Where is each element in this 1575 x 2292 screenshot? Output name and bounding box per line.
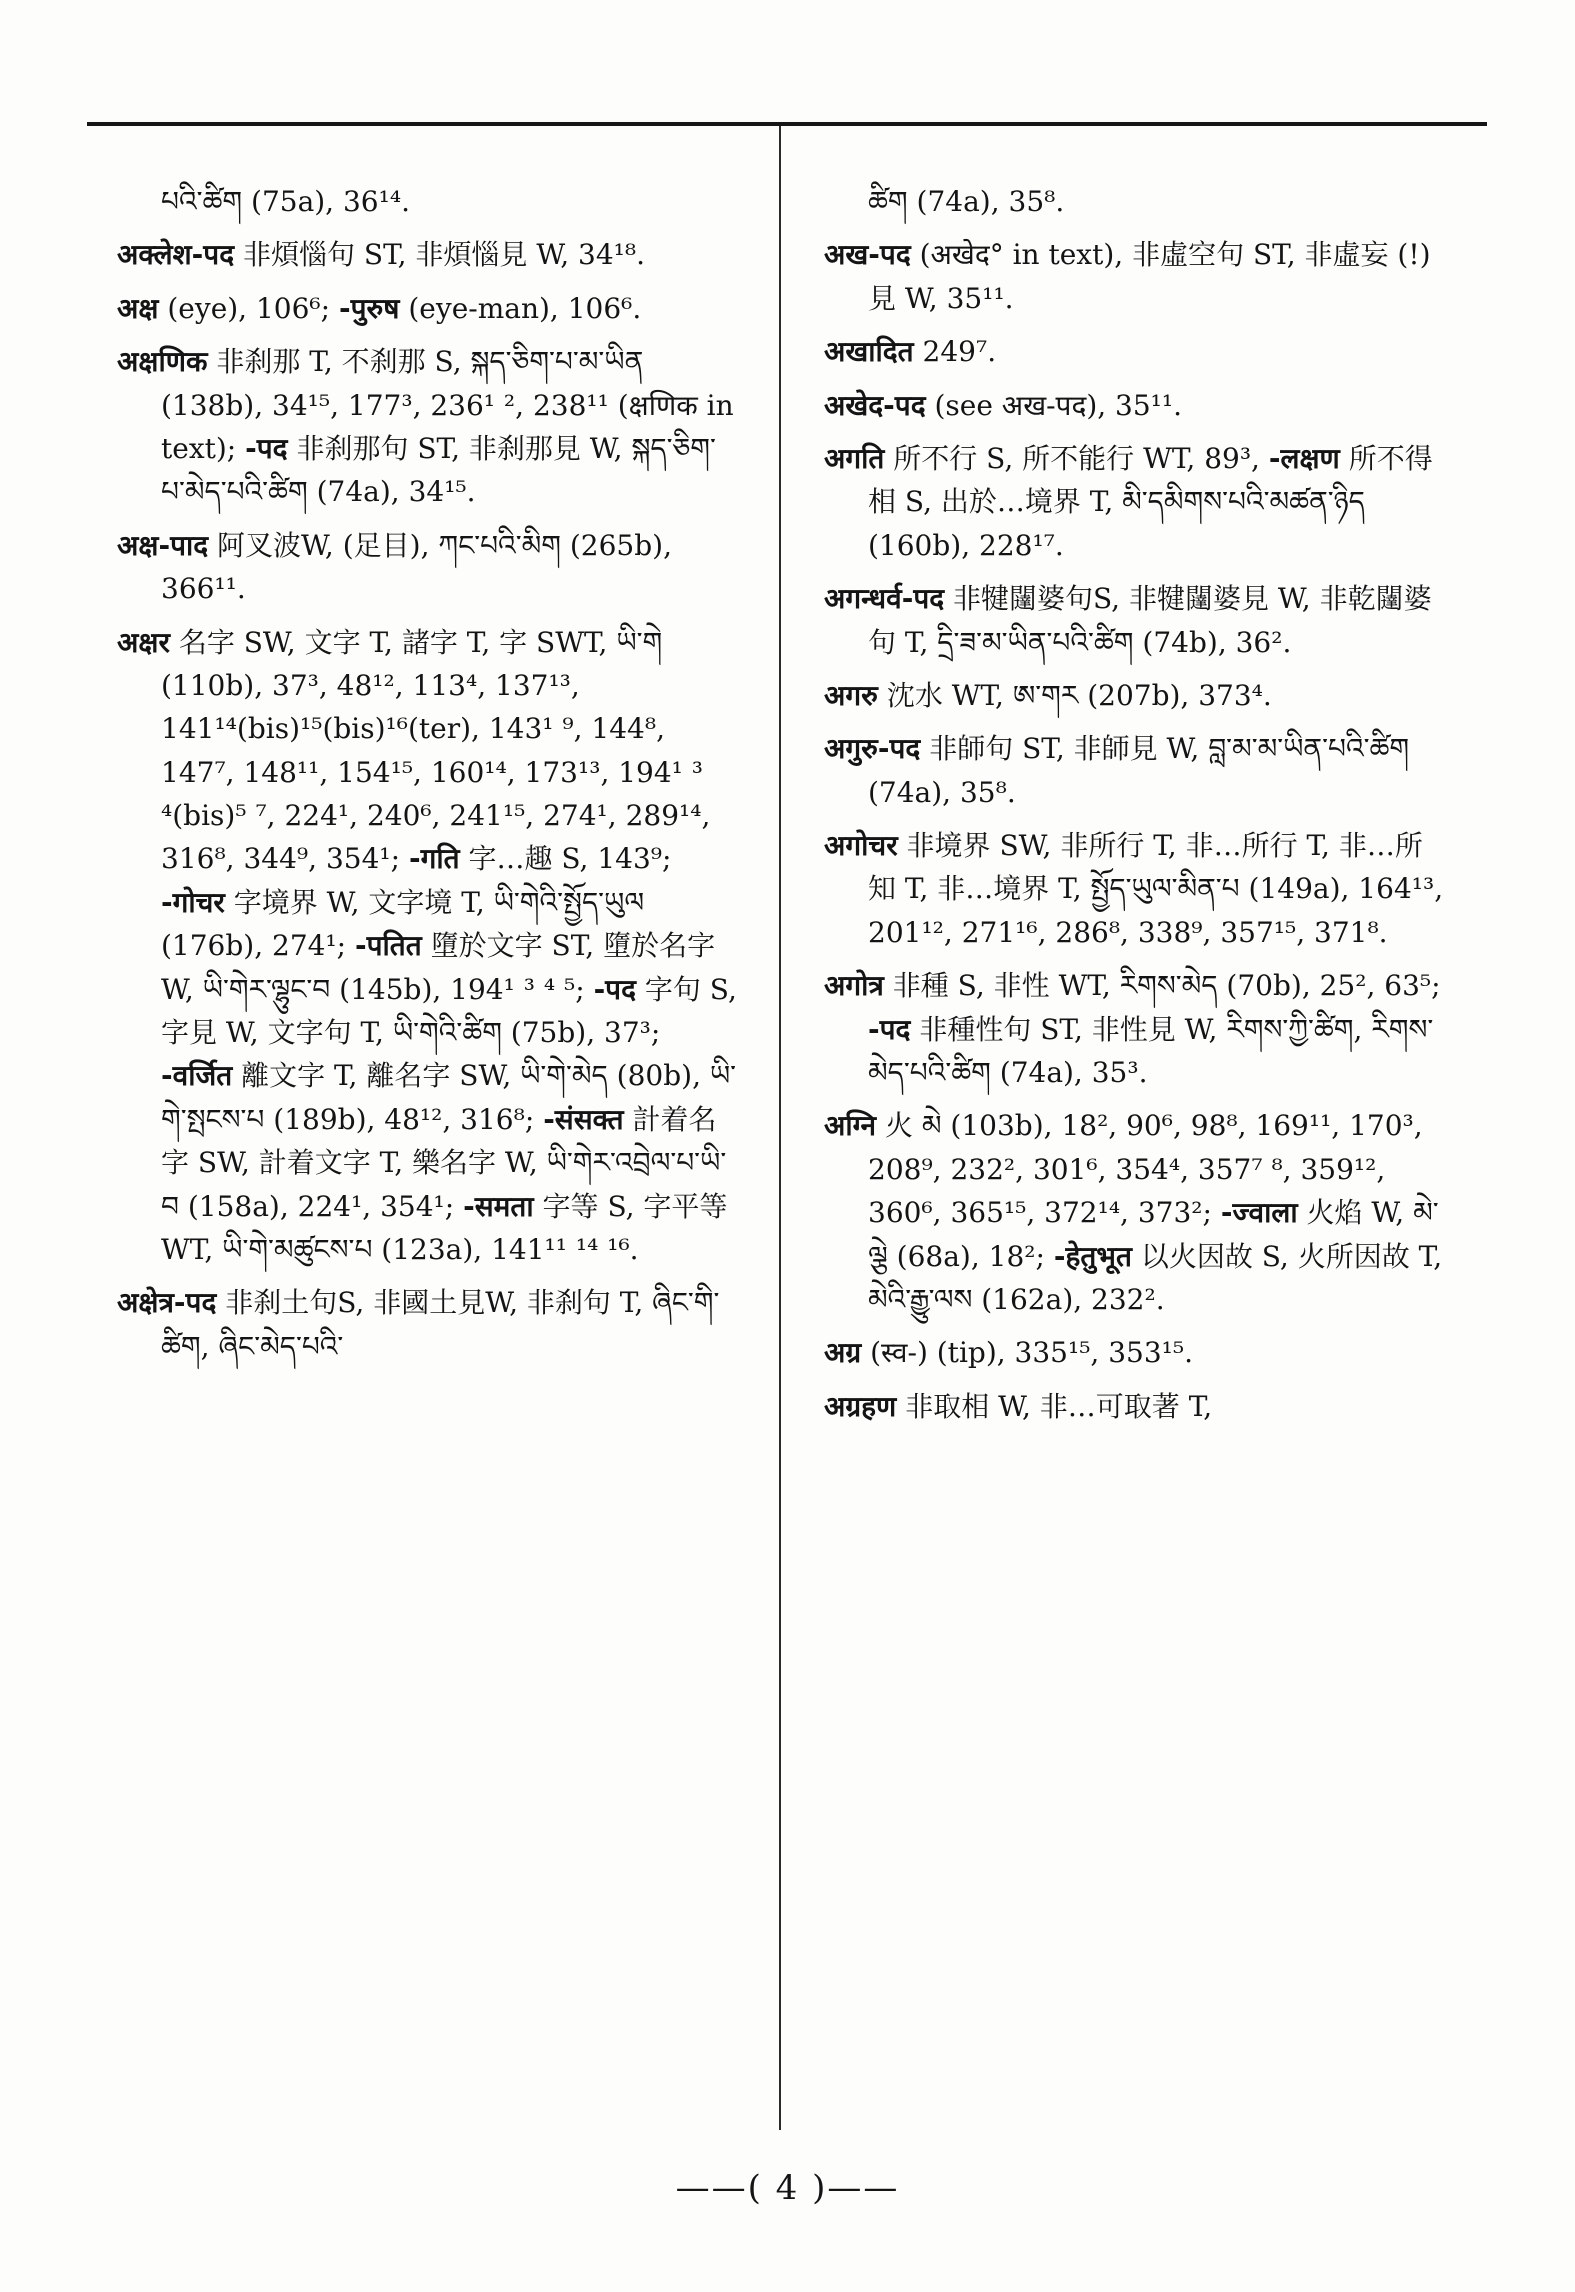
entry-text: 非取相 W, 非…可取著 T,	[905, 1389, 1213, 1423]
sub-entry-text: 字等 S, 字平等 WT, ཡི་གེ་མཚུངས་པ (123a), 141¹¹ ¹⁴ ¹⁶.	[161, 1189, 728, 1266]
sub-entry-text: 非刹那句 ST, 非刹那見 W, སྐད་ཅིག་པ་མེད་པའི་ཚིག (74a), 34¹⁵.	[161, 431, 716, 509]
dictionary-entry	[117, 233, 739, 276]
entry-text: 所不行 S, 所不能行 WT, 89³,	[893, 441, 1260, 475]
dictionary-entry	[824, 437, 1446, 567]
headword: अगति	[824, 441, 885, 475]
dictionary-entry	[117, 524, 739, 611]
dictionary-entry	[117, 621, 739, 1272]
dictionary-entry	[824, 577, 1446, 664]
entry-text: 非犍闥婆句S, 非犍闥婆見 W, 非乾闥婆句 T, དྲི་ཟ་མ་ཡིན་པའི་ཚིག (74b), 36².	[868, 582, 1432, 659]
sub-entry-text: 字…趣 S, 143⁹;	[468, 842, 672, 876]
sub-entry-text: 計着名字 SW, 計着文字 T, 樂名字 W, ཡི་གེར་འབྲེལ་པ་ཡི་བ (158a), 224¹, 354¹;	[161, 1102, 727, 1223]
sub-entry-text: 字句 S, 字見 W, 文字句 T, ཡི་གེའི་ཚིག (75b), 37³;	[161, 972, 737, 1050]
headword: अखादित	[824, 335, 914, 369]
headword: अखेद-पद	[824, 388, 926, 422]
page-number: ——( 4 )——	[675, 2168, 900, 2208]
headword: अक्ष	[117, 291, 159, 325]
sub-headword: -पद	[245, 431, 288, 465]
entry-text: 火 མེ (103b), 18², 90⁶, 98⁸, 169¹¹, 170³, 208⁹, 232², 301⁶, 354⁴, 357⁷ ⁸, 359¹², 360⁶, 365¹⁵, 372¹⁴, 373²;	[868, 1109, 1423, 1230]
headword: अग्रहण	[824, 1389, 897, 1423]
sub-headword: -पुरुष	[339, 291, 400, 325]
entry-text: 阿叉波W, (足目), ཀང་པའི་མིག (265b), 366¹¹.	[161, 528, 672, 606]
entry-text: 非境界 SW, 非所行 T, 非…所行 T, 非…所知 T, 非…境界 T, སྤྱོད་ཡུལ་མིན་པ (149a), 164¹³, 201¹², 271¹⁶, 286⁸, 338⁹, 357¹⁵, 371⁸.	[868, 829, 1444, 949]
sub-headword: -पतित	[355, 929, 422, 963]
headword: अगोत्र	[824, 969, 884, 1003]
left-column	[117, 180, 739, 2130]
entry-text: 非刹土句S, 非國土見W, 非刹句 T, ཞིང་གི་ཚིག, ཞིང་མེད་པའི་	[161, 1286, 720, 1363]
sub-entry-text: 火焰 W, མེ་ལྕེ (68a), 18²;	[868, 1196, 1439, 1273]
dictionary-entry	[117, 340, 739, 514]
entry-text: (see अख-पद), 35¹¹.	[934, 388, 1183, 422]
headword: अक्षणिक	[117, 345, 208, 379]
entry-text: 名字 SW, 文字 T, 諸字 T, 字 SWT, ཡི་གེ (110b), 37³, 48¹², 113⁴, 137¹³, 141¹⁴(bis)¹⁵(bis)¹⁶(ter), 143¹ ⁹, 144⁸, 147⁷, 148¹¹, 154¹⁵, 160¹⁴, 173¹³, 194¹ ³ ⁴(bis)⁵ ⁷, 224¹, 240⁶, 241¹⁵, 274¹, 289¹⁴, 316⁸, 344⁹, 354¹;	[161, 625, 711, 876]
sub-entry-text: 字境界 W, 文字境 T, ཡི་གེའི་སྤྱོད་ཡུལ (176b), 274¹;	[161, 885, 645, 963]
entry-text: 非煩惱句 ST, 非煩惱見 W, 34¹⁸.	[242, 238, 645, 272]
dictionary-entry	[824, 330, 1446, 373]
sub-headword: -पद	[593, 972, 636, 1006]
sub-headword: -समता	[463, 1189, 534, 1223]
entry-text: 非種 S, 非性 WT, རིགས་མེད (70b), 25², 63⁵;	[892, 969, 1441, 1003]
dictionary-entry	[824, 964, 1446, 1094]
headword: अगोचर	[824, 829, 898, 863]
headword: अक्षेत्र-पद	[117, 1286, 217, 1320]
sub-headword: -लक्षण	[1268, 441, 1340, 475]
sub-headword: -हेतुभूत	[1053, 1239, 1132, 1273]
headword: अगुरु-पद	[824, 732, 921, 766]
sub-entry-text: 所不得相 S, 出於…境界 T, མི་དམིགས་པའི་མཚན་ཉིད (160b), 228¹⁷.	[868, 441, 1433, 562]
sub-entry-text: 墮於文字 ST, 墮於名字 W, ཡི་གེར་ལྷུང་བ (145b), 194¹ ³ ⁴ ⁵;	[161, 929, 716, 1006]
dictionary-entry	[824, 384, 1446, 427]
entry-text: 非刹那 T, 不刹那 S, སྐད་ཅིག་པ་མ་ཡིན (138b), 34¹⁵, 177³, 236¹ ², 238¹¹ (क्षणिक in text);	[161, 345, 734, 465]
sub-headword: -संसक्त	[543, 1102, 624, 1136]
sub-headword: -वर्जित	[161, 1059, 233, 1093]
right-column	[824, 180, 1446, 2130]
sub-entry-text: 非種性句 ST, 非性見 W, རིགས་ཀྱི་ཚིག, རིགས་མེད་པའི་ཚིག (74a), 35³.	[868, 1012, 1434, 1090]
headword: अक्ष-पाद	[117, 528, 209, 562]
sub-headword: -पद	[868, 1012, 911, 1046]
sub-headword: -गति	[408, 842, 460, 876]
entry-text: 249⁷.	[922, 335, 997, 369]
headword: अगरु	[824, 678, 878, 712]
sub-entry-text: 離文字 T, 離名字 SW, ཡི་གེ་མེད (80b), ཡི་གེ་སྤངས་པ (189b), 48¹², 316⁸;	[161, 1059, 737, 1136]
entry-text: (स्व-) (tip), 335¹⁵, 353¹⁵.	[870, 1336, 1194, 1370]
entry-text: (eye), 106⁶;	[167, 291, 331, 325]
dictionary-entry	[824, 233, 1446, 320]
dictionary-entry	[117, 1281, 739, 1368]
sub-entry-text: 以火因故 S, 火所因故 T, མེའི་རྒྱུ་ལས (162a), 232².	[868, 1239, 1443, 1316]
sub-headword: -गोचर	[161, 885, 225, 919]
sub-entry-text: (eye-man), 106⁶.	[408, 291, 642, 325]
continued-entry: པའི་ཚིག (75a), 36¹⁴.	[161, 185, 410, 218]
top-rule	[87, 122, 1487, 126]
entry-text: 非師句 ST, 非師見 W, བླ་མ་མ་ཡིན་པའི་ཚིག (74a), 35⁸.	[868, 732, 1410, 809]
dictionary-entry	[824, 1331, 1446, 1374]
entry-text: 沈水 WT, ཨ་གར (207b), 373⁴.	[886, 678, 1272, 712]
dictionary-entry	[824, 1104, 1446, 1321]
headword: अगन्धर्व-पद	[824, 582, 945, 616]
dictionary-entry	[824, 1385, 1446, 1428]
dictionary-entry	[117, 287, 739, 330]
dictionary-entry	[824, 727, 1446, 814]
headword: अक्षर	[117, 625, 170, 659]
dictionary-entry	[824, 674, 1446, 717]
dictionary-entry	[824, 824, 1446, 954]
headword: अक्लेश-पद	[117, 238, 235, 272]
sub-headword: -ज्वाला	[1220, 1196, 1298, 1230]
entry-text: (अखेद° in text), 非虛空句 ST, 非虛妄 (!) 見 W, 35¹¹.	[868, 238, 1431, 315]
continued-entry: ཚིག (74a), 35⁸.	[868, 185, 1065, 218]
headword: अख-पद	[824, 238, 911, 272]
headword: अग्नि	[824, 1109, 877, 1143]
headword: अग्र	[824, 1336, 862, 1370]
column-divider	[779, 126, 781, 2130]
